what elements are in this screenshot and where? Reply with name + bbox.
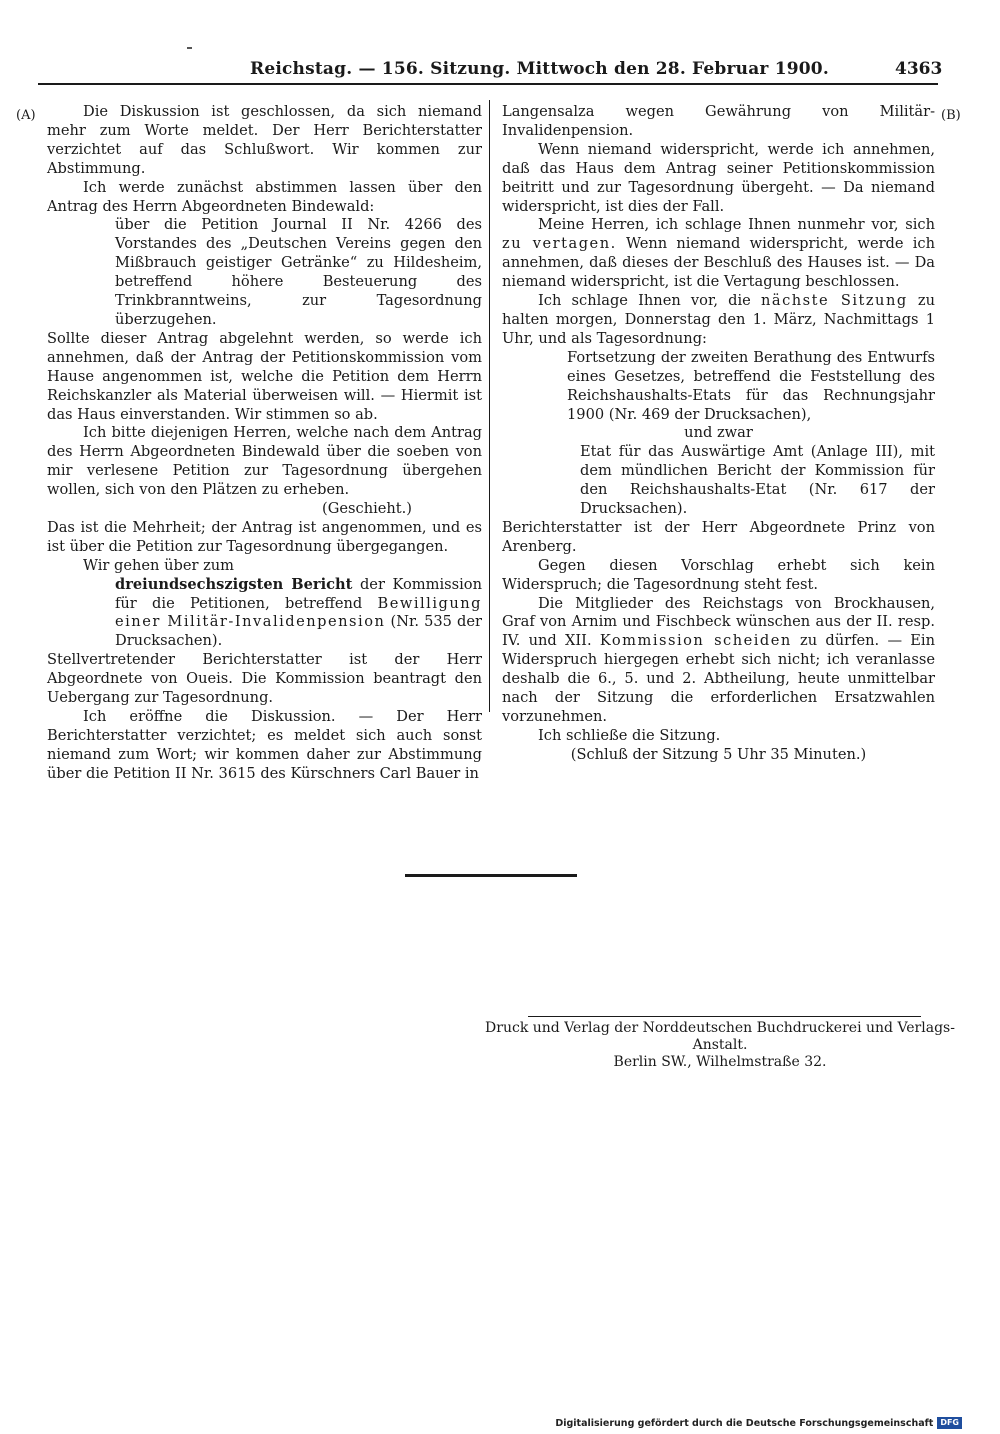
paragraph: Ich bitte diejenigen Herren, welche nach dem Antrag des Herrn Abgeordneten Bindewald über die soeben von mir verlesene Petition zur Tagesordnung übergehen wollen, sich von den Plätzen zu erheben.: [47, 424, 482, 499]
digitization-note: [555, 1417, 962, 1429]
paragraph: Ich werde zunächst abstimmen lassen über den Antrag des Herrn Abgeordneten Bindewald:: [47, 178, 482, 215]
paragraph: Wenn niemand widerspricht, werde ich annehmen, daß das Haus dem Antrag seiner Petitionskommission beitritt und zur Tagesordnung übergeht. — Da niemand widerspricht, ist dies der Fall.: [502, 140, 935, 215]
end-rule: [405, 874, 577, 877]
spaced-text: Bewilligung einer Militär-Invalidenpension: [115, 594, 482, 631]
paragraph: Berichterstatter ist der Herr Abgeordnete Prinz von Arenberg.: [502, 518, 935, 555]
motion-text: über die Petition Journal II Nr. 4266 des Vorstandes des „Deutschen Vereins gegen den Mißbrauch geistiger Getränke“ zu Hildesheim, betreffend höhere Besteuerung des Trinkbranntweins, zur Tagesordnung überzugehen.: [115, 216, 482, 328]
paragraph: [502, 216, 935, 292]
text-span: zu dürfen. — Ein Widerspruch hiergegen erhebt sich nicht; ich veranlasse deshalb die 6., 5. und 2. Abtheilung, heute unmittelbar nach der Sitzung die erforderlichen Ersatzwahlen vorzunehmen.: [502, 632, 935, 725]
stage-direction: (Geschieht.): [322, 500, 412, 518]
right-column: [502, 103, 935, 765]
dfg-logo-icon: DFG: [937, 1417, 962, 1429]
imprint-rule: [528, 1016, 921, 1017]
text-span: zu halten morgen, Donnerstag den 1. März, Nachmittags 1 Uhr, und als Tagesordnung:: [502, 292, 935, 347]
running-header: Reichstag. — 156. Sitzung. Mittwoch den 28. Februar 1900.: [250, 59, 829, 79]
paragraph: Langensalza wegen Gewährung von Militär-Invalidenpension.: [502, 103, 935, 139]
page-number: 4363: [895, 59, 943, 79]
agenda-connector: und zwar: [684, 424, 753, 442]
header-rule: [38, 83, 938, 85]
text-span: Wenn niemand widerspricht, werde ich annehmen, daß dieses der Beschluß des Hauses ist. — Da niemand widerspricht, ist die Vertagung beschlossen.: [502, 235, 935, 291]
report-reference: [47, 576, 482, 652]
paragraph: Ich eröffne die Diskussion. — Der Herr Berichterstatter verzichtet; es meldet sich auch sonst niemand zum Wort; wir kommen daher zur Abstimmung über die Petition II Nr. 3615 des Kürschners Carl Bauer in: [47, 708, 482, 782]
spaced-text: zu vertagen.: [502, 235, 617, 253]
text-span: Die Mitglieder des Reichstags von Brockhausen, Graf von Arnim und Fischbeck wünschen aus der II. resp. IV. und XII.: [502, 594, 935, 650]
paragraph: Die Diskussion ist geschlossen, da sich niemand mehr zum Worte meldet. Der Herr Berichterstatter verzichtet auf das Schlußwort. Wir kommen zur Abstimmung.: [47, 103, 482, 177]
report-title: dreiundsechszigsten Bericht: [115, 575, 353, 593]
paragraph: [502, 292, 935, 349]
imprint-line: Berlin SW., Wilhelmstraße 32.: [613, 1054, 827, 1070]
margin-tag-right: (B): [941, 108, 961, 123]
text-span: Ich schlage Ihnen vor, die: [538, 292, 761, 310]
text-span: (Nr. 535 der Drucksachen).: [115, 613, 482, 650]
imprint: [475, 1020, 965, 1071]
margin-tag-left: (A): [16, 108, 36, 123]
imprint-line: Druck und Verlag der Norddeutschen Buchdruckerei und Verlags-Anstalt.: [485, 1020, 955, 1053]
agenda-item: Etat für das Auswärtige Amt (Anlage III), mit dem mündlichen Bericht der Kommission für den Reichshaushalts-Etat (Nr. 617 der Drucksachen).: [580, 443, 935, 518]
paragraph: Sollte dieser Antrag abgelehnt werden, so werde ich annehmen, daß der Antrag der Petitionskommission vom Hause angenommen ist, welche die Petition dem Herrn Reichskanzler als Material überweisen will. — Hiermit ist das Haus einverstanden. Wir stimmen so ab.: [47, 329, 482, 423]
paragraph: Wir gehen über zum: [83, 556, 234, 574]
paragraph: Das ist die Mehrheit; der Antrag ist angenommen, und es ist über die Petition zur Tagesordnung übergegangen.: [47, 518, 482, 555]
scan-mark: [187, 47, 192, 49]
paragraph: Gegen diesen Vorschlag erhebt sich kein Widerspruch; die Tagesordnung steht fest.: [502, 556, 935, 593]
text-span: der Kommission für die Petitionen, betreffend: [115, 575, 482, 612]
spaced-text: nächste Sitzung: [760, 292, 908, 310]
paragraph: Ich schließe die Sitzung.: [538, 726, 721, 744]
paragraph: [502, 595, 935, 727]
spaced-text: Kommission scheiden: [599, 632, 792, 650]
agenda-item: Fortsetzung der zweiten Berathung des Entwurfs eines Gesetzes, betreffend die Feststellung des Reichshaushalts-Etats für das Rechnungsjahr 1900 (Nr. 469 der Drucksachen),: [567, 348, 935, 423]
column-divider: [489, 100, 490, 712]
text-span: Meine Herren, ich schlage Ihnen nunmehr vor, sich: [538, 216, 935, 234]
paragraph: Stellvertretender Berichterstatter ist der Herr Abgeordnete von Oueis. Die Kommission beantragt den Uebergang zur Tagesordnung.: [47, 651, 482, 707]
left-column: [47, 103, 482, 784]
digitization-text: Digitalisierung gefördert durch die Deutsche Forschungsgemeinschaft: [555, 1417, 934, 1429]
closing-note: (Schluß der Sitzung 5 Uhr 35 Minuten.): [570, 745, 867, 763]
